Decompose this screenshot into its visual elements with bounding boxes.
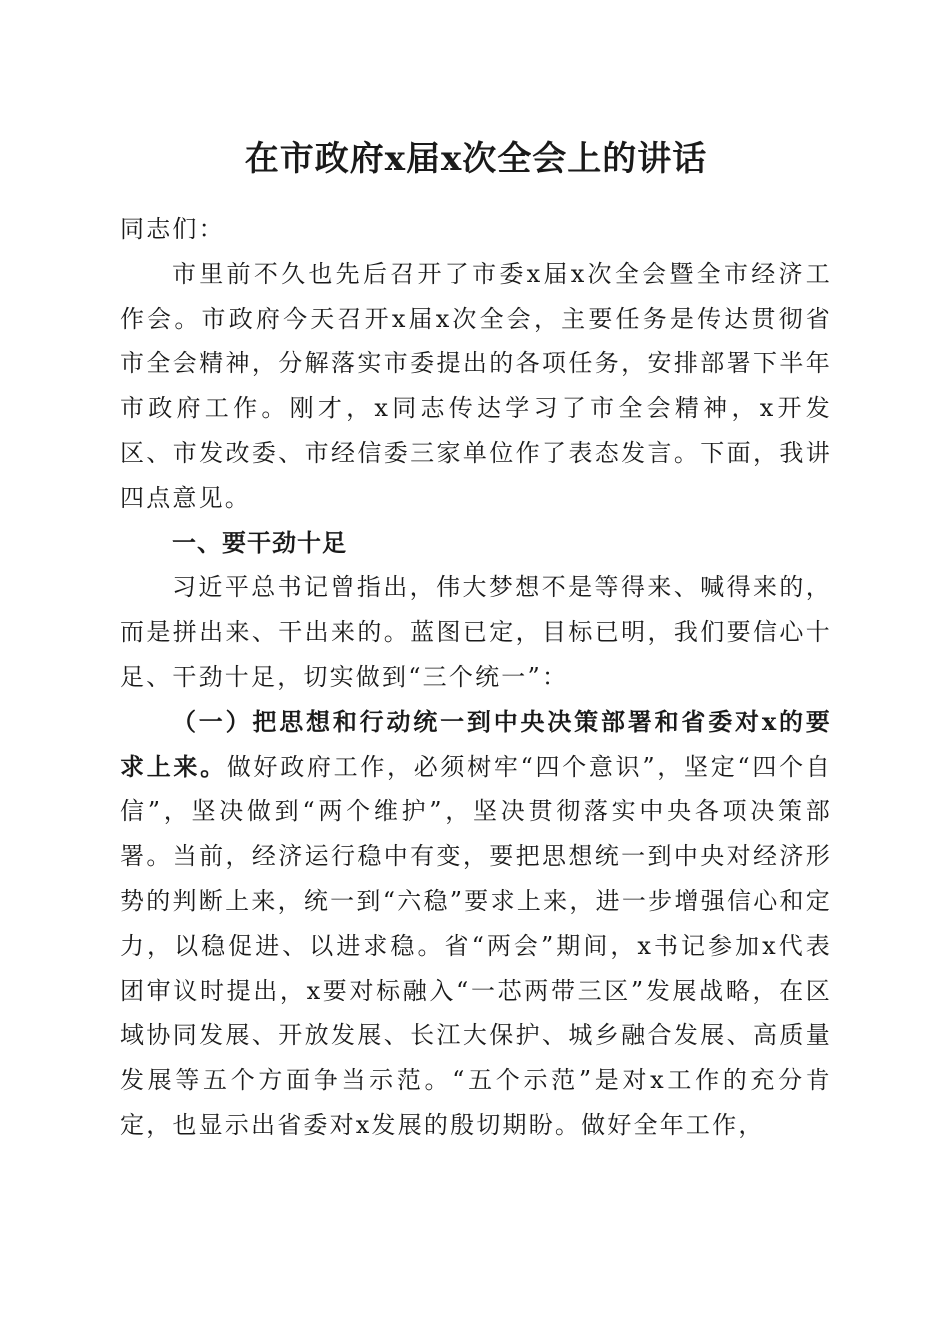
section-heading-1: 一、要干劲十足 bbox=[172, 528, 347, 557]
section-1-paragraph: 习近平总书记曾指出，伟大梦想不是等得来、喊得来的，而是拼出来、干出来的。蓝图已定，目标已明，我们要信心十足、干劲十足，切实做到“三个统一”： bbox=[120, 573, 832, 691]
document-title: 在市政府x届x次全会上的讲话 bbox=[244, 139, 708, 179]
intro-paragraph: 市里前不久也先后召开了市委x届x次全会暨全市经济工作会。市政府今天召开x届x次全会，主要任务是传达贯彻省市全会精神，分解落实市委提出的各项任务，安排部署下半年市政府工作。刚才，x同志传达学习了市全会精神，x开发区、市发改委、市经信委三家单位作了表态发言。下面，我讲四点意见。 bbox=[120, 259, 832, 512]
salutation: 同志们： bbox=[120, 215, 225, 243]
document-body bbox=[120, 207, 832, 1148]
subsection-1-heading: （一）把思想和行动统一到中央决策部署和省委对x的要求上来。 bbox=[120, 706, 832, 781]
subsection-1-paragraph bbox=[120, 700, 832, 1148]
subsection-1-body: 做好政府工作，必须树牢“四个意识”，坚定“四个自信”，坚决做到“两个维护”，坚决贯彻落实中央各项决策部署。当前，经济运行稳中有变，要把思想统一到中央对经济形势的判断上来，统一到“六稳”要求上来，进一步增强信心和定力，以稳促进、以进求稳。省“两会”期间，x书记参加x代表团审议时提出，x要对标融入“一芯两带三区”发展战略，在区域协同发展、开放发展、长江大保护、城乡融合发展、高质量发展等五个方面争当示范。“五个示范”是对x工作的充分肯定，也显示出省委对x发展的殷切期盼。做好全年工作， bbox=[120, 752, 832, 1139]
